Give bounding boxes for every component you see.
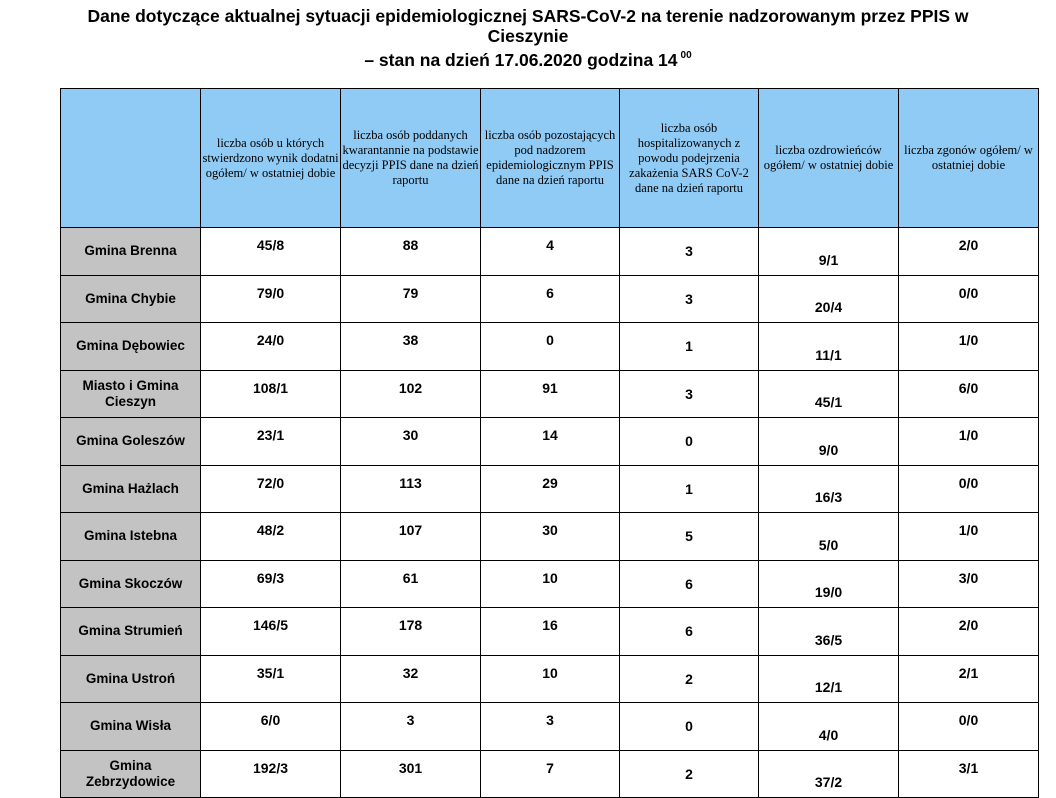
table-row [61, 370, 1039, 418]
epidemiological-table [60, 88, 1039, 798]
deaths-cell: 0/0 [899, 465, 1039, 513]
region-name-cell: Gmina Ustroń [61, 655, 201, 703]
hospitalized-cell: 2 [620, 750, 759, 798]
recovered-cell: 9/0 [759, 418, 899, 466]
positive-cases-cell: 6/0 [201, 703, 341, 751]
region-name-cell: Gmina Wisła [61, 703, 201, 751]
positive-cases-cell: 79/0 [201, 275, 341, 323]
deaths-cell: 2/0 [899, 608, 1039, 656]
positive-cases-cell: 48/2 [201, 513, 341, 561]
quarantined-cell: 32 [341, 655, 481, 703]
deaths-cell: 0/0 [899, 275, 1039, 323]
region-name-cell: Gmina Goleszów [61, 418, 201, 466]
positive-cases-cell: 146/5 [201, 608, 341, 656]
supervised-cell: 14 [481, 418, 620, 466]
recovered-cell: 20/4 [759, 275, 899, 323]
recovered-cell: 11/1 [759, 323, 899, 371]
recovered-cell: 12/1 [759, 655, 899, 703]
region-name-cell: Gmina Hażlach [61, 465, 201, 513]
title-line-2: Cieszynie [487, 26, 569, 46]
quarantined-cell: 38 [341, 323, 481, 371]
hospitalized-cell: 6 [620, 560, 759, 608]
header-deaths: liczba zgonów ogółem/ w ostatniej dobie [899, 89, 1039, 228]
table-row [61, 655, 1039, 703]
deaths-cell: 2/0 [899, 228, 1039, 276]
hospitalized-cell: 3 [620, 370, 759, 418]
quarantined-cell: 3 [341, 703, 481, 751]
table-body [61, 228, 1039, 798]
hospitalized-cell: 3 [620, 275, 759, 323]
table-row [61, 703, 1039, 751]
quarantined-cell: 107 [341, 513, 481, 561]
table-row [61, 418, 1039, 466]
positive-cases-cell: 69/3 [201, 560, 341, 608]
table-header [61, 89, 1039, 228]
supervised-cell: 16 [481, 608, 620, 656]
positive-cases-cell: 24/0 [201, 323, 341, 371]
report-title [0, 6, 1056, 70]
positive-cases-cell: 192/3 [201, 750, 341, 798]
quarantined-cell: 30 [341, 418, 481, 466]
header-supervised: liczba osób pozostających pod nadzorem epidemiologicznym PPIS dane na dzień raportu [481, 89, 620, 228]
region-name-cell: Gmina Chybie [61, 275, 201, 323]
recovered-cell: 4/0 [759, 703, 899, 751]
quarantined-cell: 102 [341, 370, 481, 418]
recovered-cell: 45/1 [759, 370, 899, 418]
hospitalized-cell: 0 [620, 703, 759, 751]
quarantined-cell: 178 [341, 608, 481, 656]
header-recovered: liczba ozdrowieńców ogółem/ w ostatniej dobie [759, 89, 899, 228]
positive-cases-cell: 23/1 [201, 418, 341, 466]
hospitalized-cell: 2 [620, 655, 759, 703]
deaths-cell: 0/0 [899, 703, 1039, 751]
positive-cases-cell: 35/1 [201, 655, 341, 703]
positive-cases-cell: 72/0 [201, 465, 341, 513]
hospitalized-cell: 0 [620, 418, 759, 466]
deaths-cell: 3/0 [899, 560, 1039, 608]
region-name-cell: Gmina Zebrzydowice [61, 750, 201, 798]
header-hospitalized: liczba osób hospitalizowanych z powodu podejrzenia zakażenia SARS CoV-2 dane na dzień raportu [620, 89, 759, 228]
region-name-cell: Gmina Skoczów [61, 560, 201, 608]
recovered-cell: 36/5 [759, 608, 899, 656]
header-quarantined: liczba osób poddanych kwarantannie na podstawie decyzji PPIS dane na dzień raportu [341, 89, 481, 228]
region-name-cell: Gmina Brenna [61, 228, 201, 276]
hospitalized-cell: 5 [620, 513, 759, 561]
supervised-cell: 10 [481, 560, 620, 608]
supervised-cell: 91 [481, 370, 620, 418]
supervised-cell: 7 [481, 750, 620, 798]
table-row [61, 275, 1039, 323]
region-name-cell: Gmina Istebna [61, 513, 201, 561]
recovered-cell: 37/2 [759, 750, 899, 798]
quarantined-cell: 61 [341, 560, 481, 608]
positive-cases-cell: 45/8 [201, 228, 341, 276]
region-name-cell: Miasto i Gmina Cieszyn [61, 370, 201, 418]
supervised-cell: 4 [481, 228, 620, 276]
hospitalized-cell: 1 [620, 323, 759, 371]
title-line-1: Dane dotyczące aktualnej sytuacji epidemiologicznej SARS-CoV-2 na terenie nadzorowanym przez PPIS w [87, 6, 969, 26]
title-line-3 [0, 46, 1056, 70]
table-row [61, 513, 1039, 561]
recovered-cell: 19/0 [759, 560, 899, 608]
header-region [61, 89, 201, 228]
deaths-cell: 1/0 [899, 323, 1039, 371]
quarantined-cell: 79 [341, 275, 481, 323]
region-name-cell: Gmina Strumień [61, 608, 201, 656]
supervised-cell: 6 [481, 275, 620, 323]
supervised-cell: 29 [481, 465, 620, 513]
title-minutes-superscript: 00 [680, 50, 692, 61]
deaths-cell: 3/1 [899, 750, 1039, 798]
table-row [61, 608, 1039, 656]
positive-cases-cell: 108/1 [201, 370, 341, 418]
region-name-cell: Gmina Dębowiec [61, 323, 201, 371]
table-row [61, 228, 1039, 276]
quarantined-cell: 113 [341, 465, 481, 513]
recovered-cell: 5/0 [759, 513, 899, 561]
supervised-cell: 3 [481, 703, 620, 751]
table-row [61, 465, 1039, 513]
supervised-cell: 10 [481, 655, 620, 703]
table-row [61, 560, 1039, 608]
recovered-cell: 9/1 [759, 228, 899, 276]
header-positive-cases: liczba osób u których stwierdzono wynik dodatni ogółem/ w ostatniej dobie [201, 89, 341, 228]
hospitalized-cell: 6 [620, 608, 759, 656]
supervised-cell: 30 [481, 513, 620, 561]
table-row [61, 750, 1039, 798]
title-date-time: – stan na dzień 17.06.2020 godzina 14 [364, 50, 678, 70]
header-row [61, 89, 1039, 228]
deaths-cell: 2/1 [899, 655, 1039, 703]
table-row [61, 323, 1039, 371]
hospitalized-cell: 1 [620, 465, 759, 513]
supervised-cell: 0 [481, 323, 620, 371]
deaths-cell: 1/0 [899, 418, 1039, 466]
deaths-cell: 6/0 [899, 370, 1039, 418]
quarantined-cell: 301 [341, 750, 481, 798]
hospitalized-cell: 3 [620, 228, 759, 276]
deaths-cell: 1/0 [899, 513, 1039, 561]
quarantined-cell: 88 [341, 228, 481, 276]
recovered-cell: 16/3 [759, 465, 899, 513]
